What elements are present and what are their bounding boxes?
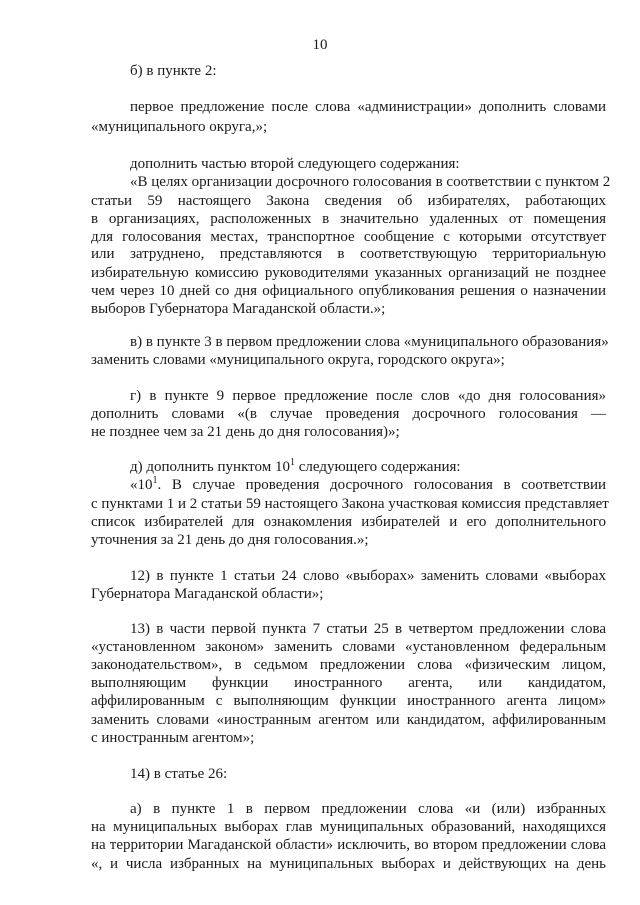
text-line (91, 531, 606, 549)
text-line (91, 228, 606, 246)
line-text: а) в пункте 1 в первом предложении слова «и (или) избранных (130, 801, 606, 817)
text-line (91, 282, 606, 300)
text-line (91, 351, 606, 369)
line-text: статьи 59 настоящего Закона сведения об избирателях, работающих (91, 193, 606, 209)
text-line (91, 674, 606, 692)
line-text: выполняющим функции иностранного агента, или кандидатом, (91, 675, 606, 691)
text-line (91, 245, 606, 263)
line-text: г) в пункте 9 первое предложение после слов «до дня голосования» (130, 388, 606, 404)
line-text: не позднее чем за 21 день до дня голосования)»; (91, 424, 400, 440)
line-text: в) в пункте 3 в первом предложении слова «муниципального образования» (130, 334, 609, 350)
text-line (91, 118, 606, 136)
line-text: избирательную комиссию руководителями указанных организаций не позднее (91, 265, 606, 281)
text-line (130, 567, 606, 585)
line-text: «10 (130, 477, 153, 493)
line-text: первое предложение после слова «администрации» дополнить словами (130, 99, 606, 115)
line-text: 12) в пункте 1 статьи 24 слово «выборах» заменить словами «выборах (130, 568, 606, 584)
text-line (91, 855, 606, 873)
line-text: или затруднено, представляются в соответствующую территориальную (91, 246, 606, 262)
text-line (130, 173, 611, 191)
line-text: д) дополнить пунктом 10 (130, 459, 290, 475)
text-line (91, 423, 606, 441)
text-line (130, 458, 606, 476)
text-line (130, 800, 606, 818)
page-number: 10 (312, 37, 328, 53)
line-text: «установленном законом» заменить словами «установленном федеральным (91, 639, 606, 655)
line-text: дополнить частью второй следующего содержания: (130, 156, 460, 172)
line-text: с иностранным агентом»; (91, 730, 255, 746)
text-line (91, 210, 606, 228)
line-text: заменить словами «иностранным агентом или кандидатом, аффилированным (91, 712, 606, 728)
text-line (91, 729, 606, 747)
text-line (91, 692, 606, 710)
text-line (91, 656, 606, 674)
text-line (91, 300, 606, 318)
text-line (91, 495, 609, 513)
line-text: «муниципального округа,»; (91, 119, 268, 135)
line-text: на территории Магаданской области» исключить, во втором предложении слова (91, 837, 606, 853)
line-text: аффилированным с выполняющим функции иностранного агента лицом» (91, 693, 606, 709)
line-text: для голосования местах, транспортное сообщение с которыми отсутствует (91, 229, 606, 245)
text-line (130, 333, 609, 351)
text-line (130, 765, 606, 783)
text-line (91, 585, 606, 603)
text-line (91, 513, 606, 531)
text-line (130, 98, 606, 116)
line-text: в организациях, расположенных в значительно удаленных от помещения (91, 211, 606, 227)
line-text: Губернатора Магаданской области»; (91, 586, 324, 602)
text-line (130, 62, 606, 80)
line-text: чем через 10 дней со дня официального опубликования решения о назначении (91, 283, 606, 299)
line-text-continued: . В случае проведения досрочного голосования в соответствии (157, 477, 606, 493)
line-text: список избирателей для ознакомления избирателей и его дополнительного (91, 514, 606, 530)
text-line (130, 476, 606, 494)
line-text: выборов Губернатора Магаданской области.»; (91, 301, 386, 317)
line-text-continued: следующего содержания: (294, 459, 461, 475)
text-line (91, 836, 606, 854)
superscript: 1 (152, 475, 158, 486)
line-text: дополнить словами «(в случае проведения досрочного голосования — (91, 406, 606, 422)
line-text: на муниципальных выборах глав муниципальных образований, находящихся (91, 819, 606, 835)
text-line (91, 638, 606, 656)
line-text: 13) в части первой пункта 7 статьи 25 в четвертом предложении слова (130, 621, 606, 637)
line-text: уточнения за 21 день до дня голосования.»; (91, 532, 369, 548)
text-line (130, 387, 606, 405)
text-line (91, 264, 606, 282)
text-line (130, 155, 606, 173)
line-text: с пунктами 1 и 2 статьи 59 настоящего Закона участковая комиссия представляет (91, 496, 609, 512)
line-text: б) в пункте 2: (130, 63, 217, 79)
text-line (91, 405, 606, 423)
text-line (91, 711, 606, 729)
line-text: законодательством», в седьмом предложении слова «физическим лицом, (91, 657, 606, 673)
text-line (91, 818, 606, 836)
line-text: заменить словами «муниципального округа, городского округа»; (91, 352, 505, 368)
superscript: 1 (289, 457, 295, 468)
line-text: «, и числа избранных на муниципальных выборах и действующих на день (91, 856, 606, 872)
text-line (130, 620, 606, 638)
text-line (91, 192, 606, 210)
line-text: 14) в статье 26: (130, 766, 228, 782)
line-text: «В целях организации досрочного голосования в соответствии с пунктом 2 (130, 174, 611, 190)
